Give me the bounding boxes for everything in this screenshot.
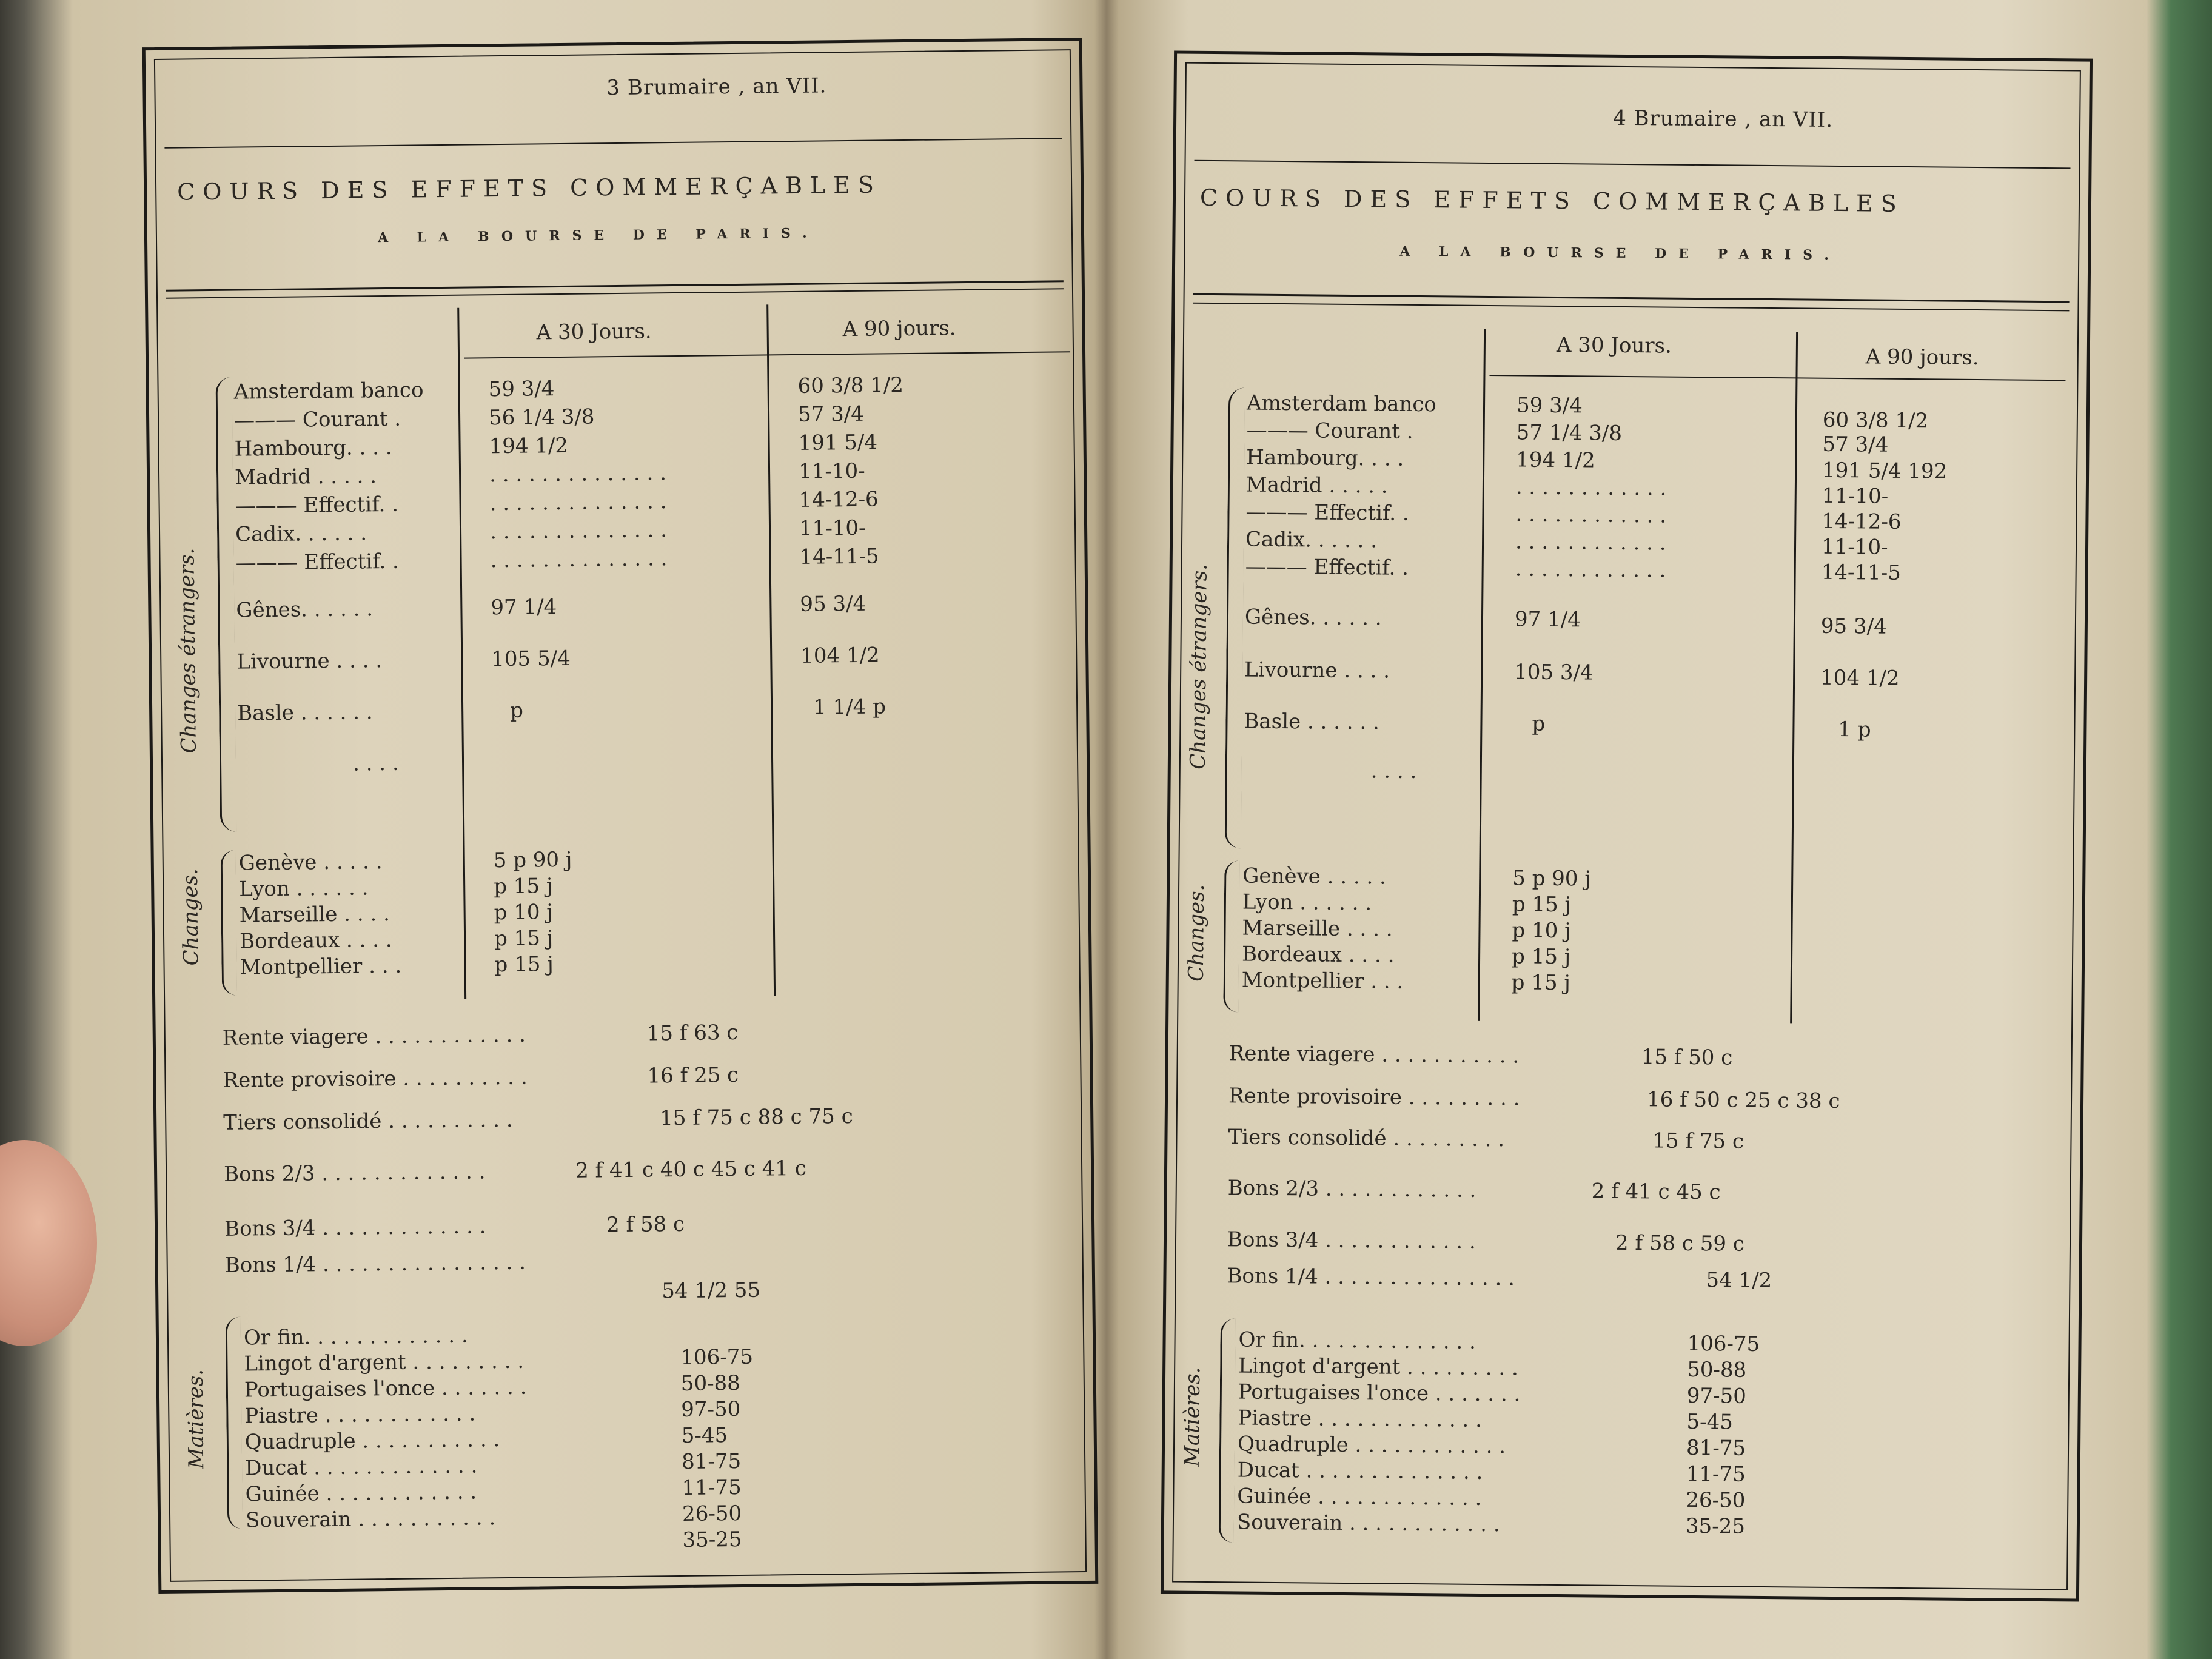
value-30: 97 1/4 xyxy=(1514,607,1581,632)
matiere-value: 26-50 xyxy=(682,1501,742,1526)
row-label: Marseille . . . . xyxy=(1242,916,1393,942)
value-30: . . . . . . . . . . . . . . xyxy=(489,461,667,488)
value-90: 14-12-6 xyxy=(799,487,879,512)
matiere-value: 81-75 xyxy=(681,1449,742,1474)
value-30: p xyxy=(509,698,524,723)
rente-label: Bons 2/3 . . . . . . . . . . . . xyxy=(1227,1176,1476,1202)
matiere-value: 26-50 xyxy=(1686,1487,1746,1513)
value-30: 105 3/4 xyxy=(1514,660,1594,685)
row-label: Hambourg. . . . xyxy=(234,435,392,461)
matiere-label: Or fin. . . . . . . . . . . . . xyxy=(243,1323,468,1350)
value-30: p 10 j xyxy=(494,900,554,925)
row-label: Gênes. . . . . . xyxy=(1244,605,1382,631)
value-30: 5 p 90 j xyxy=(493,847,572,873)
value-30: p 15 j xyxy=(494,874,553,899)
matiere-value: 50-88 xyxy=(1687,1357,1747,1382)
side-label-domestic: Changes. xyxy=(1184,884,1210,982)
row-label: Livourne . . . . xyxy=(236,648,383,674)
row-label: ——— Effectif. . xyxy=(235,492,399,518)
row-label: ——— Effectif. . xyxy=(1245,500,1409,526)
matiere-label: Lingot d'argent . . . . . . . . . xyxy=(1238,1353,1519,1381)
value-30: 56 1/4 3/8 xyxy=(488,404,595,431)
matiere-value: 11-75 xyxy=(1686,1461,1746,1487)
row-label: Montpellier . . . xyxy=(1241,968,1404,994)
row-label: Amsterdam banco xyxy=(1246,390,1437,417)
value-30: p 15 j xyxy=(1511,970,1571,996)
row-label: Madrid . . . . . xyxy=(1245,472,1388,498)
matiere-value: 50-88 xyxy=(680,1370,741,1396)
value-30: p 15 j xyxy=(494,926,554,951)
rente-label: Bons 3/4 . . . . . . . . . . . . xyxy=(1227,1227,1476,1254)
value-30: . . . . . . . . . . . . xyxy=(1515,502,1667,528)
matiere-label: Lingot d'argent . . . . . . . . . xyxy=(244,1349,525,1376)
brace xyxy=(1219,1318,1236,1543)
side-label-matieres: Matières. xyxy=(1179,1367,1205,1467)
value-90: 14-12-6 xyxy=(1822,509,1902,534)
value-30: 5 p 90 j xyxy=(1512,866,1592,891)
col-header-30: A 30 Jours. xyxy=(1556,332,1672,358)
rente-value: 2 f 58 c 59 c xyxy=(1615,1230,1745,1256)
value-90: 191 5/4 xyxy=(798,430,878,455)
value-90: 60 3/8 1/2 xyxy=(797,373,904,398)
value-90: 104 1/2 xyxy=(800,643,880,668)
value-90: 191 5/4 192 xyxy=(1822,458,1948,484)
row-label: Montpellier . . . xyxy=(240,953,402,980)
value-90: 1 p xyxy=(1838,717,1871,742)
matiere-label: Souverain . . . . . . . . . . . . xyxy=(1236,1510,1500,1537)
brace xyxy=(221,850,238,996)
value-30: p 15 j xyxy=(1511,944,1571,970)
value-30: p xyxy=(1532,711,1546,736)
col-header-90: A 90 jours. xyxy=(1865,344,1979,370)
rente-label: Bons 1/4 . . . . . . . . . . . . . . . . xyxy=(224,1250,526,1278)
value-30: 194 1/2 xyxy=(1516,447,1595,473)
row-label: ——— Effectif. . xyxy=(1245,554,1409,580)
value-30: . . . . . . . . . . . . xyxy=(1515,475,1667,501)
rente-value: 54 1/2 55 xyxy=(662,1278,761,1304)
rente-value: 16 f 25 c xyxy=(647,1062,739,1088)
matiere-label: Portugaises l'once . . . . . . . xyxy=(244,1375,527,1403)
page-title: COURS DES EFFETS COMMERÇABLES xyxy=(176,171,882,206)
value-90: 60 3/8 1/2 xyxy=(1822,407,1929,434)
matiere-value: 97-50 xyxy=(681,1396,741,1423)
row-label: Lyon . . . . . . xyxy=(1242,890,1372,916)
value-30: . . . . . . . . . . . . xyxy=(1515,529,1666,555)
value-90: 57 3/4 xyxy=(1822,432,1889,457)
rente-value: 15 f 75 c 88 c 75 c xyxy=(660,1104,853,1131)
value-30: 194 1/2 xyxy=(489,433,569,459)
value-30: . . . . . . . . . . . . . . xyxy=(489,518,668,545)
row-label: Genève . . . . . xyxy=(238,850,383,876)
value-30: . . . . . . . . . . . . . . xyxy=(489,489,667,516)
value-90: 1 1/4 p xyxy=(813,694,886,720)
row-label: . . . . xyxy=(1370,759,1417,783)
matiere-label: Guinée . . . . . . . . . . . . . xyxy=(1237,1484,1482,1510)
rente-value: 2 f 41 c 40 c 45 c 41 c xyxy=(575,1156,807,1183)
value-90: 11-10- xyxy=(1822,483,1889,509)
value-90: 104 1/2 xyxy=(1820,665,1900,691)
rente-value: 16 f 50 c 25 c 38 c xyxy=(1646,1087,1840,1114)
rente-label: Bons 3/4 . . . . . . . . . . . . . xyxy=(224,1214,486,1241)
row-label: Bordeaux . . . . xyxy=(1241,942,1395,968)
value-30: 59 3/4 xyxy=(1516,393,1583,418)
right-page xyxy=(1161,50,2093,1601)
row-label: Cadix. . . . . . xyxy=(1245,527,1378,553)
matiere-label: Ducat . . . . . . . . . . . . . . xyxy=(1237,1458,1483,1484)
row-label: Cadix. . . . . . xyxy=(235,521,367,547)
side-label-foreign: Changes étrangers. xyxy=(175,548,201,754)
row-label: ——— Courant . xyxy=(233,406,401,433)
row-label: Marseille . . . . xyxy=(239,901,390,928)
side-label-domestic: Changes. xyxy=(178,868,204,966)
matiere-value: 5-45 xyxy=(681,1423,728,1449)
matiere-label: Quadruple . . . . . . . . . . . xyxy=(244,1427,500,1455)
rente-label: Bons 1/4 . . . . . . . . . . . . . . . xyxy=(1227,1264,1515,1291)
side-label-foreign: Changes étrangers. xyxy=(1185,563,1212,770)
matiere-value: 11-75 xyxy=(682,1475,742,1500)
rente-label: Rente provisoire . . . . . . . . . . xyxy=(223,1065,528,1093)
rente-value: 15 f 50 c xyxy=(1641,1045,1733,1070)
side-label-matieres: Matières. xyxy=(183,1369,209,1469)
value-30: p 15 j xyxy=(1512,892,1572,917)
col-header-90: A 90 jours. xyxy=(842,316,956,342)
value-90: 95 3/4 xyxy=(800,591,866,617)
value-30: 97 1/4 xyxy=(491,595,557,620)
page-date: 4 Brumaire , an VII. xyxy=(1613,106,1834,132)
rente-value: 15 f 63 c xyxy=(646,1020,739,1046)
matiere-value: 97-50 xyxy=(1686,1383,1746,1409)
row-label: Gênes. . . . . . xyxy=(236,597,374,623)
matiere-label: Guinée . . . . . . . . . . . . xyxy=(245,1480,477,1507)
row-label: Amsterdam banco xyxy=(233,378,424,404)
brace xyxy=(226,1317,243,1529)
rente-value: 54 1/2 xyxy=(1706,1268,1772,1293)
matiere-label: Souverain . . . . . . . . . . . xyxy=(245,1506,496,1533)
rente-label: Rente provisoire . . . . . . . . . xyxy=(1228,1084,1520,1111)
value-90: 14-11-5 xyxy=(1821,560,1901,585)
rente-label: Rente viagere . . . . . . . . . . . . xyxy=(222,1022,526,1050)
matiere-value: 81-75 xyxy=(1686,1435,1746,1461)
matiere-label: Ducat . . . . . . . . . . . . . xyxy=(245,1453,478,1481)
matiere-value: 5-45 xyxy=(1686,1409,1733,1435)
left-page xyxy=(142,38,1099,1594)
matiere-value: 35-25 xyxy=(682,1527,742,1552)
matiere-value: 106-75 xyxy=(680,1344,754,1370)
row-label: Basle . . . . . . xyxy=(1244,709,1380,735)
value-30: p 10 j xyxy=(1512,918,1571,943)
brace xyxy=(1223,860,1239,1012)
row-label: ——— Courant . xyxy=(1246,418,1413,444)
value-90: 14-11-5 xyxy=(799,544,879,569)
matiere-label: Or fin. . . . . . . . . . . . . . xyxy=(1238,1327,1476,1354)
row-label: ——— Effectif. . xyxy=(235,549,400,575)
rente-label: Tiers consolidé . . . . . . . . . . xyxy=(223,1107,513,1135)
row-label: Lyon . . . . . . xyxy=(239,876,369,902)
row-label: Genève . . . . . xyxy=(1242,863,1387,890)
rente-value: 2 f 41 c 45 c xyxy=(1591,1179,1721,1205)
row-label: Hambourg. . . . xyxy=(1246,445,1404,471)
value-30: 105 5/4 xyxy=(491,646,571,672)
row-label: Livourne . . . . xyxy=(1244,657,1390,683)
rente-value: 2 f 58 c xyxy=(606,1212,685,1238)
rente-label: Rente viagere . . . . . . . . . . . xyxy=(1228,1041,1520,1068)
value-90: 95 3/4 xyxy=(1820,614,1887,639)
rente-label: Tiers consolidé . . . . . . . . . xyxy=(1228,1125,1505,1152)
page-subtitle: A LA BOURSE DE PARIS. xyxy=(1399,243,1842,264)
row-label: Basle . . . . . . xyxy=(236,700,373,726)
value-90: 11-10- xyxy=(799,515,866,541)
value-30: 57 1/4 3/8 xyxy=(1516,420,1623,446)
page-subtitle: A LA BOURSE DE PARIS. xyxy=(377,225,819,246)
matiere-value: 35-25 xyxy=(1685,1513,1746,1539)
row-label: Madrid . . . . . xyxy=(234,464,377,490)
value-90: 11-10- xyxy=(1821,534,1888,560)
matiere-value: 106-75 xyxy=(1687,1331,1760,1356)
rente-value: 15 f 75 c xyxy=(1652,1128,1744,1154)
row-label: . . . . xyxy=(352,751,399,776)
rente-label: Bons 2/3 . . . . . . . . . . . . . xyxy=(223,1159,486,1187)
value-90: 57 3/4 xyxy=(797,401,865,427)
col-header-30: A 30 Jours. xyxy=(536,319,652,345)
value-30: . . . . . . . . . . . . xyxy=(1515,557,1666,583)
value-30: 59 3/4 xyxy=(488,377,555,402)
value-30: . . . . . . . . . . . . . . xyxy=(490,546,668,573)
matiere-label: Piastre . . . . . . . . . . . . . xyxy=(1238,1406,1483,1432)
value-30: p 15 j xyxy=(494,952,554,977)
page-date: 3 Brumaire , an VII. xyxy=(606,73,827,101)
page-title: COURS DES EFFETS COMMERÇABLES xyxy=(1199,184,1905,217)
row-label: Bordeaux . . . . xyxy=(239,927,392,954)
matiere-label: Quadruple . . . . . . . . . . . . xyxy=(1237,1432,1506,1459)
matiere-label: Portugaises l'once . . . . . . . xyxy=(1238,1379,1521,1407)
value-90: 11-10- xyxy=(798,458,865,484)
matiere-label: Piastre . . . . . . . . . . . . xyxy=(244,1401,476,1429)
